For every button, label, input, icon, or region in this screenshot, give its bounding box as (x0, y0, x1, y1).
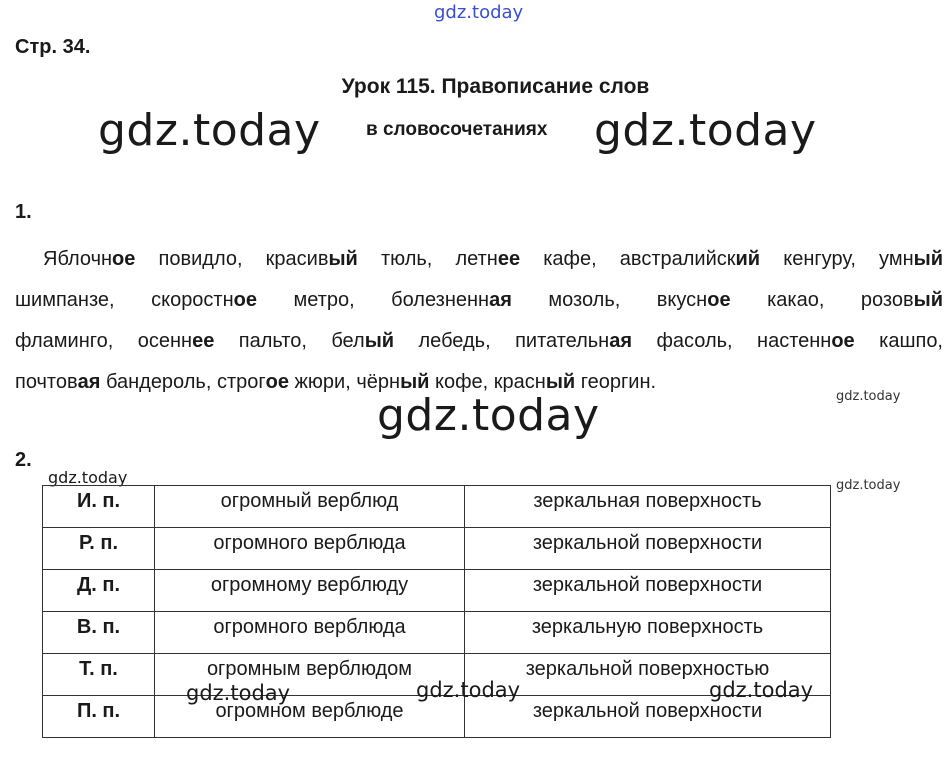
watermark-large-right: gdz.today (594, 105, 817, 156)
text-segment: фасоль, настенн (632, 330, 832, 352)
phrase1-cell: огромный верблюд (155, 486, 465, 528)
ending-highlight: ая (489, 289, 512, 311)
ending-highlight: ое (265, 371, 289, 393)
text-segment: лебедь, питательн (394, 330, 610, 352)
watermark-small-right-2: gdz.today (836, 478, 901, 493)
text-line (15, 362, 943, 403)
case-cell: Т. п. (43, 654, 155, 696)
case-cell: Р. п. (43, 528, 155, 570)
ending-highlight: ый (545, 371, 576, 393)
watermark-small-right-1: gdz.today (836, 389, 901, 404)
text-line (15, 239, 943, 280)
watermark-table-top: gdz.today (48, 468, 128, 487)
phrase1-cell: огромного верблюда (155, 612, 465, 654)
text-segment: кофе, красн (429, 371, 546, 393)
ending-highlight: ее (192, 330, 215, 352)
page-number: Стр. 34. (15, 36, 91, 58)
text-segment: какао, розов (730, 289, 914, 311)
task-2-number: 2. (15, 449, 32, 471)
case-cell: П. п. (43, 696, 155, 738)
phrase1-cell: огромным верблюдом (155, 654, 465, 696)
table-row (43, 612, 831, 654)
ending-highlight: ый (400, 371, 430, 393)
watermark-table-3: gdz.today (709, 678, 814, 702)
ending-highlight: ий (735, 248, 761, 270)
ending-highlight: ый (913, 248, 943, 270)
task-1-number: 1. (15, 201, 32, 223)
text-segment: пальто, бел (214, 330, 365, 352)
text-segment: Яблочн (43, 248, 113, 270)
ending-highlight: ое (112, 248, 136, 270)
phrase1-cell: огромного верблюда (155, 528, 465, 570)
ending-highlight: ый (328, 248, 358, 270)
ending-highlight: ый (364, 330, 395, 352)
phrase2-cell: зеркальной поверхностью (465, 654, 831, 696)
phrase2-cell: зеркальной поверхности (465, 696, 831, 738)
text-segment: кафе, австралийск (520, 248, 736, 270)
text-segment: кенгуру, умн (760, 248, 914, 270)
phrase1-cell: огромному верблюду (155, 570, 465, 612)
phrase2-cell: зеркальную поверхность (465, 612, 831, 654)
text-line (15, 321, 943, 362)
watermark-table-2: gdz.today (416, 678, 521, 702)
lesson-subtitle: в словосочетаниях (366, 119, 548, 140)
watermark-top: gdz.today (434, 2, 524, 23)
text-segment: георгин. (575, 371, 657, 393)
text-line (15, 280, 943, 321)
ending-highlight: ое (707, 289, 731, 311)
lesson-title: Урок 115. Правописание слов (341, 75, 650, 98)
phrase1-cell: огромном верблюде (155, 696, 465, 738)
ending-highlight: ая (609, 330, 633, 352)
ending-highlight: ое (831, 330, 855, 352)
text-segment: повидло, красив (135, 248, 329, 270)
text-segment: жюри, чёрн (289, 371, 401, 393)
task-1-text (15, 239, 943, 403)
text-segment: кашпо, (854, 330, 943, 352)
text-segment: почтов (15, 371, 78, 393)
watermark-large-left: gdz.today (98, 105, 321, 156)
watermark-table-1: gdz.today (186, 681, 291, 705)
text-segment: шимпанзе, скоростн (15, 289, 234, 311)
phrase2-cell: зеркальная поверхность (465, 486, 831, 528)
text-segment: тюль, летн (357, 248, 498, 270)
text-segment: бандероль, строг (100, 371, 266, 393)
phrase2-cell: зеркальной поверхности (465, 570, 831, 612)
table-row (43, 570, 831, 612)
text-segment: фламинго, осенн (15, 330, 193, 352)
ending-highlight: ое (233, 289, 257, 311)
watermark-large-center: gdz.today (377, 390, 600, 441)
table-row (43, 528, 831, 570)
text-segment: метро, болезненн (256, 289, 490, 311)
case-cell: Д. п. (43, 570, 155, 612)
ending-highlight: ее (497, 248, 521, 270)
case-cell: В. п. (43, 612, 155, 654)
table-row (43, 486, 831, 528)
phrase2-cell: зеркальной поверхности (465, 528, 831, 570)
ending-highlight: ый (913, 289, 943, 311)
case-cell: И. п. (43, 486, 155, 528)
text-segment: мозоль, вкусн (511, 289, 708, 311)
ending-highlight: ая (77, 371, 101, 393)
